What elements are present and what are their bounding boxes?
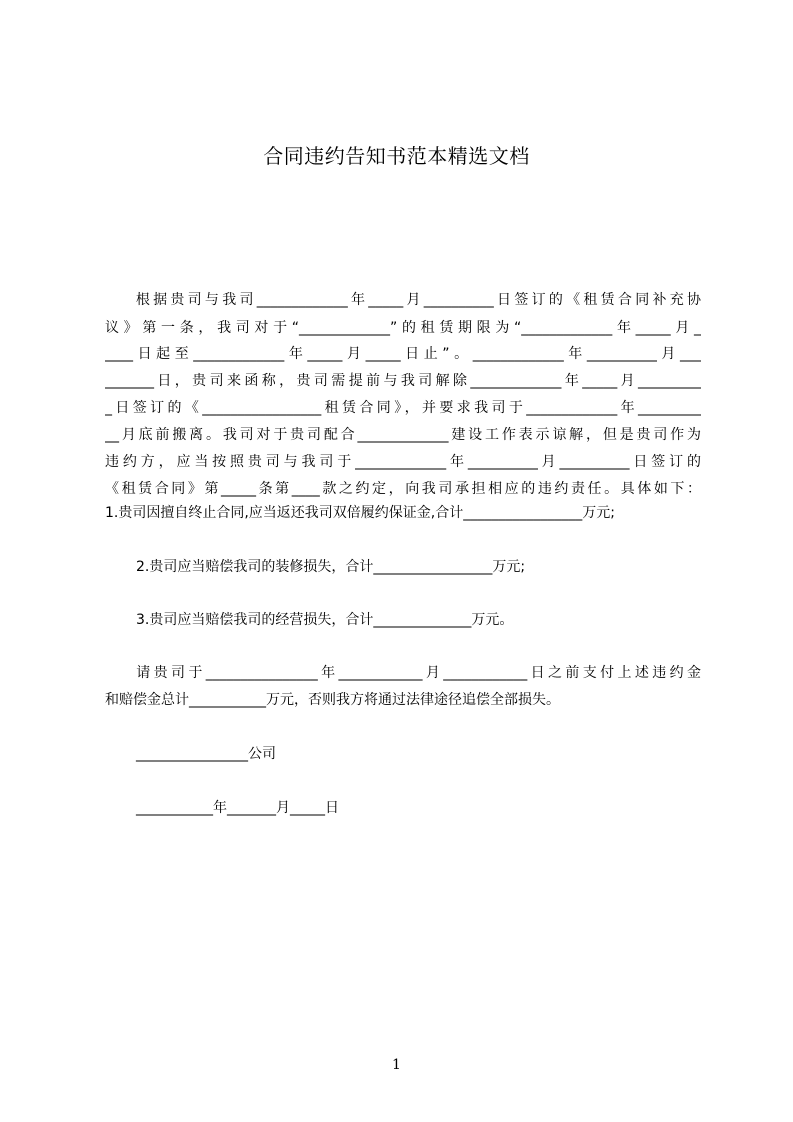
signature-date: ___________年_______月_____日	[136, 800, 339, 816]
payment-paragraph-line-2: 和赔偿金总计___________万元，否则我方将通过法律途径追偿全部损失。	[105, 692, 560, 708]
page-number: 1	[392, 1057, 401, 1073]
payment-paragraph-line-1: 请贵司于________________年____________月____________日之前支付上述违约金	[105, 665, 701, 681]
list-item-2: 2.贵司应当赔偿我司的装修损失，合计_________________万元;	[136, 559, 526, 575]
signature-company: ________________公司	[136, 746, 276, 762]
main-paragraph-line-7: 违约方，应当按照贵司与我司于_____________年__________月__________日签订的	[105, 454, 701, 470]
list-item-3: 3.贵司应当赔偿我司的经营损失，合计______________万元。	[136, 612, 514, 628]
main-paragraph-line-2: 议》第一条，我司对于“_____________”的租赁期限为“_____________年_____月_	[105, 320, 701, 336]
main-paragraph-line-8: 《租赁合同》第_____条第____款之约定，向我司承担相应的违约责任。具体如下：	[105, 481, 701, 497]
main-paragraph-line-1: 根据贵司与我司_____________年_____月__________日签订的《租赁合同补充协	[105, 292, 701, 308]
main-paragraph-line-4: _______日，贵司来函称，贵司需提前与我司解除_____________年_____月_________	[105, 373, 701, 389]
main-paragraph-line-3: ____日起至_____________年_____月_____日止”。_____________年__________月___	[105, 346, 701, 362]
document-title: 合同违约告知书范本精选文档	[263, 144, 530, 168]
main-paragraph-line-6: __月底前搬离。我司对于贵司配合_____________建设工作表示谅解，但是贵司作为	[105, 427, 701, 443]
list-item-1: 1.贵司因擅自终止合同,应当返还我司双倍履约保证金,合计_________________万元;	[105, 505, 615, 521]
main-paragraph-line-5: _日签订的《_________________租赁合同》，并要求我司于_____________年_________	[105, 400, 701, 416]
